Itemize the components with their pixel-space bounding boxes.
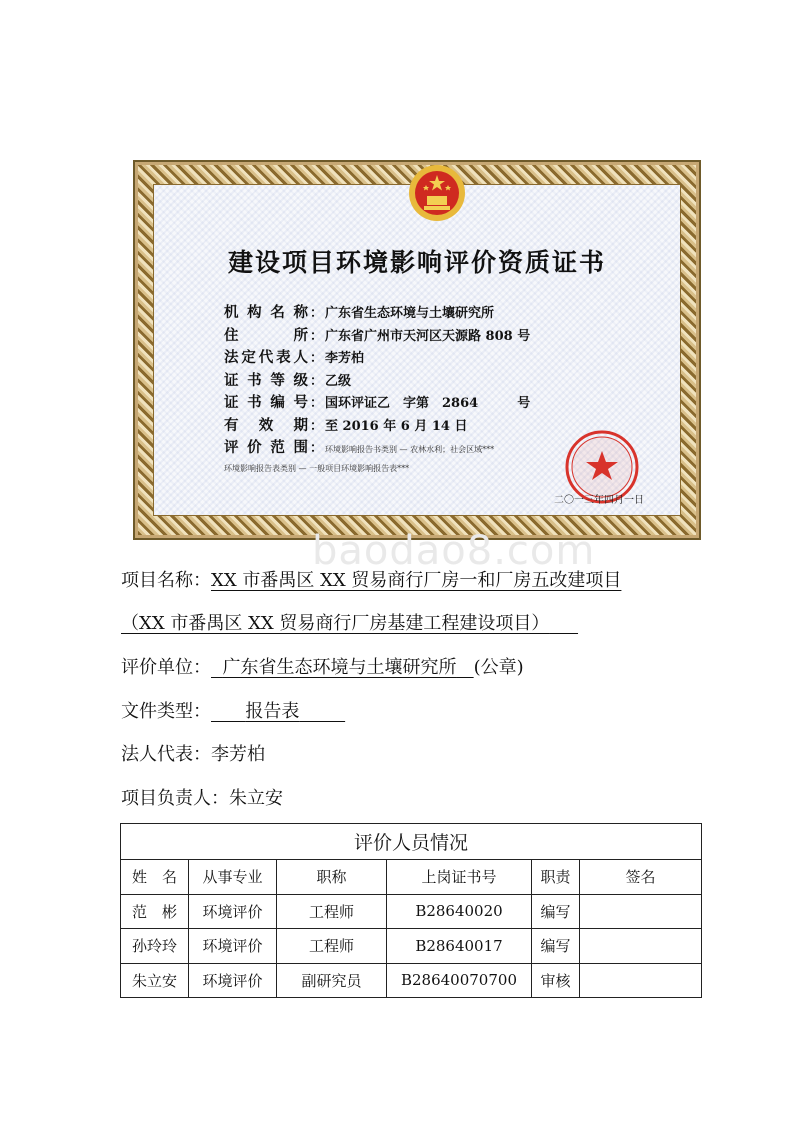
table-header-row (121, 860, 702, 895)
staff-table (120, 823, 702, 998)
cert-field-number: 证书编号 ： 国环评证乙 字第 2864 号 (224, 394, 531, 411)
project-lead-line: 项目负责人：朱立安 (121, 788, 283, 809)
certificate-body (153, 184, 681, 516)
table-caption: 评价人员情况 (121, 824, 702, 860)
project-name-line-2 (121, 609, 578, 635)
cert-issue-date: 二〇一三年四月一日 (554, 495, 644, 506)
project-lead-value: 朱立安 (229, 788, 283, 809)
cert-field-validity: 有效期 ： 至 2016 年 6 月 14 日 (224, 416, 468, 434)
cert-extra-scope: 环境影响报告表类别 — 一般项目环境影响报告表*** (224, 464, 410, 473)
evaluation-unit-line: 评价单位： 广东省生态环境与土壤研究所 (公章) (121, 657, 524, 678)
certificate-title: 建设项目环境影响评价资质证书 (227, 248, 606, 277)
signature-cell (580, 894, 702, 929)
cert-field-org: 机构名称 ： 广东省生态环境与土壤研究所 (224, 304, 495, 321)
cert-field-address: 住所 ： 广东省广州市天河区天源路 808 号 (224, 326, 531, 344)
project-name-line: 项目名称：XX 市番禺区 XX 贸易商行厂房一和厂房五改建项目 (121, 570, 622, 591)
watermark: baodao8.com (312, 528, 596, 574)
table-row: 朱立安 环境评价 副研究员 B28640070700 审核 (121, 963, 702, 998)
header-duty: 职责 (532, 860, 580, 895)
header-signature: 签名 (580, 860, 702, 895)
project-name-value: XX 市番禺区 XX 贸易商行厂房一和厂房五改建项目 (211, 570, 622, 591)
cert-field-scope: 评价范围 ： 环境影响报告书类别 — 农林水利；社会区域*** (224, 439, 495, 456)
table-row: 范 彬 环境评价 工程师 B28640020 编写 (121, 894, 702, 929)
header-cert-no: 上岗证书号 (387, 860, 532, 895)
header-name: 姓 名 (121, 860, 189, 895)
cert-field-legal-rep: 法定代表人 ： 李芳柏 (224, 349, 365, 366)
evaluation-unit-value: 广东省生态环境与土壤研究所 (222, 657, 457, 678)
cert-field-grade: 证书等级 ： 乙级 (224, 371, 352, 389)
legal-rep-value: 李芳柏 (211, 744, 265, 765)
legal-rep-line: 法人代表：李芳柏 (121, 744, 265, 765)
signature-cell (580, 963, 702, 998)
file-type-line: 文件类型： 报告表 (121, 697, 345, 723)
qualification-certificate (133, 160, 701, 540)
header-title: 职称 (277, 860, 387, 895)
file-type-value: 报告表 (245, 701, 300, 722)
table-row: 孙玲玲 环境评价 工程师 B28640017 编写 (121, 929, 702, 964)
signature-cell (580, 929, 702, 964)
project-name-value-2: （XX 市番禺区 XX 贸易商行厂房基建工程建设项目） (121, 613, 550, 634)
header-specialty: 从事专业 (189, 860, 277, 895)
national-emblem-icon (404, 163, 470, 223)
